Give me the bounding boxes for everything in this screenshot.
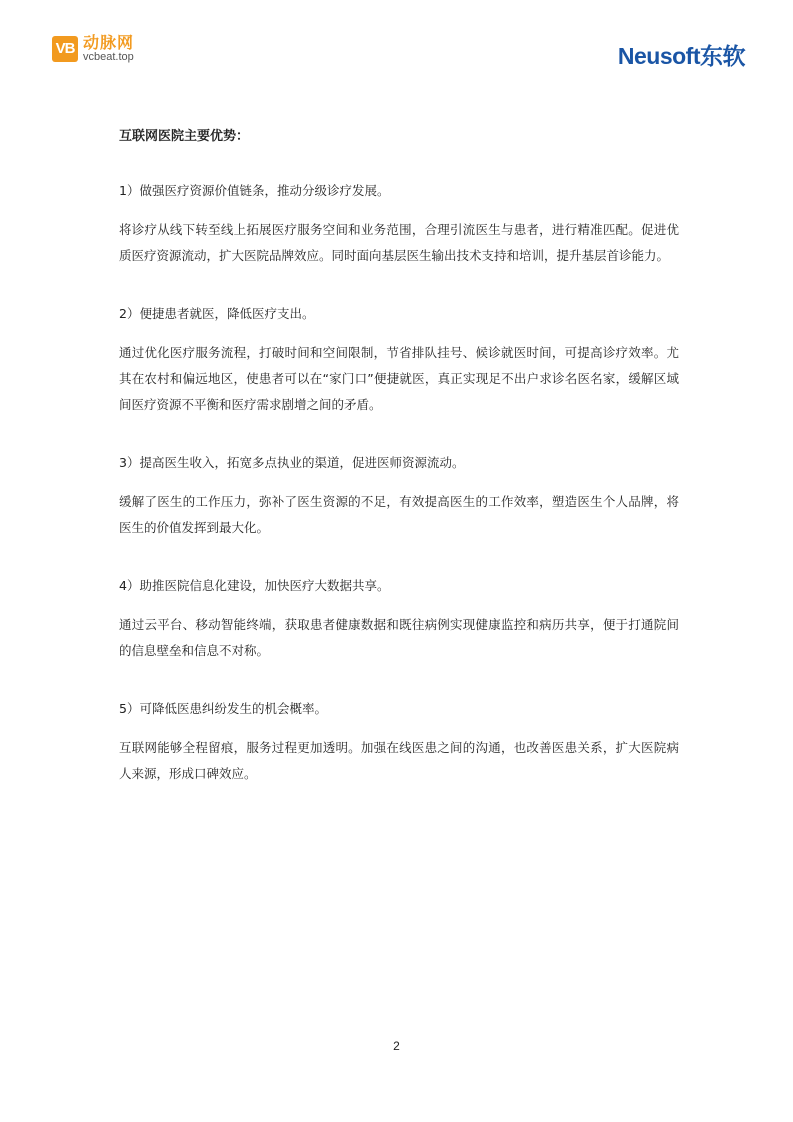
section-title: 4）助推医院信息化建设，加快医疗大数据共享。: [119, 578, 390, 593]
advantage-section-3: [119, 454, 679, 541]
neusoft-logo: Neusoft东软: [617, 43, 745, 69]
section-body: 通过优化医疗服务流程，打破时间和空间限制，节省排队挂号、候诊就医时间，可提高诊疗效率。尤其在农村和偏远地区，使患者可以在“家门口”便捷就医，真正实现足不出户求诊名医名家，缓解区域间医疗资源不平衡和医疗需求剧增之间的矛盾。: [119, 345, 679, 412]
section-title: 5）可降低医患纠纷发生的机会概率。: [119, 701, 327, 716]
page-number: 2: [393, 1039, 400, 1053]
page-header: [0, 0, 793, 80]
vcbeat-logo-name: 动脉网: [83, 33, 135, 52]
advantage-section-2: [119, 305, 679, 418]
advantage-section-5: [119, 700, 679, 787]
advantage-section-4: [119, 577, 679, 664]
vcbeat-logo-icon: VB: [52, 36, 78, 62]
document-heading: 互联网医院主要优势：: [119, 129, 250, 144]
vcbeat-logo-url: vcbeat.top: [83, 51, 134, 63]
section-body: 通过云平台、移动智能终端，获取患者健康数据和既往病例实现健康监控和病历共享，便于打通院间的信息壁垒和信息不对称。: [119, 617, 679, 658]
document-body: [119, 128, 679, 787]
section-title: 1）做强医疗资源价值链条，推动分级诊疗发展。: [119, 183, 390, 198]
section-body: 缓解了医生的工作压力，弥补了医生资源的不足，有效提高医生的工作效率，塑造医生个人品牌，将医生的价值发挥到最大化。: [119, 494, 679, 535]
section-title: 3）提高医生收入，拓宽多点执业的渠道，促进医师资源流动。: [119, 455, 465, 470]
advantage-section-1: [119, 182, 679, 269]
section-body: 互联网能够全程留痕，服务过程更加透明。加强在线医患之间的沟通，也改善医患关系，扩大医院病人来源，形成口碑效应。: [119, 740, 679, 781]
vcbeat-logo-text: [83, 34, 134, 63]
section-body: 将诊疗从线下转至线上拓展医疗服务空间和业务范围，合理引流医生与患者，进行精准匹配。促进优质医疗资源流动，扩大医院品牌效应。同时面向基层医生输出技术支持和培训，提升基层首诊能力。: [119, 222, 679, 263]
section-title: 2）便捷患者就医，降低医疗支出。: [119, 306, 315, 321]
vcbeat-logo: [52, 34, 134, 63]
